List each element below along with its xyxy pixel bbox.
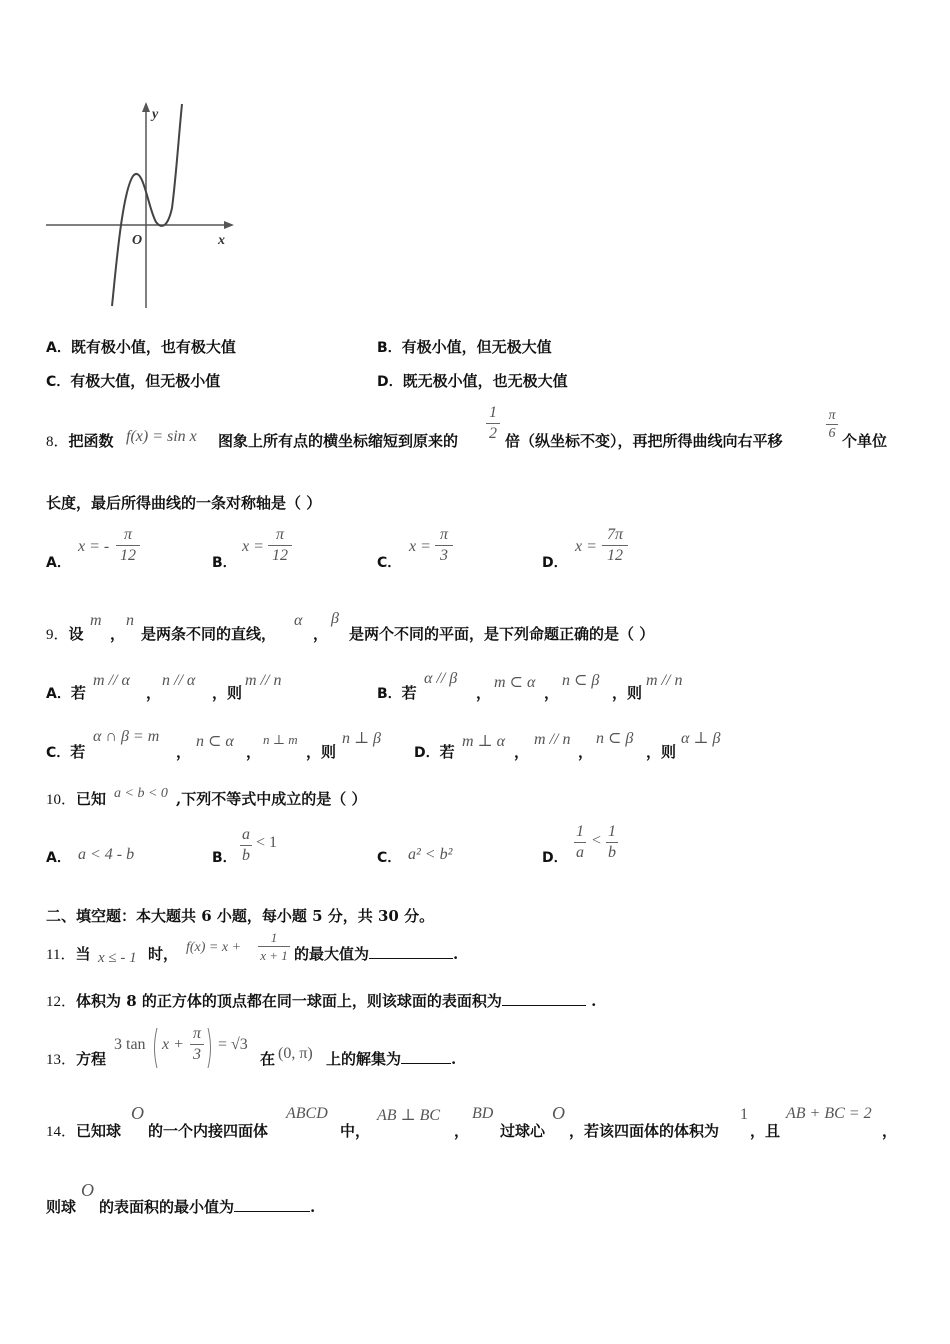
- q14-bd: BD: [472, 1105, 494, 1122]
- q9-beta: β: [331, 610, 339, 627]
- q10-condition: a < b < 0: [114, 786, 168, 801]
- q14-perp: AB ⊥ BC: [377, 1107, 441, 1124]
- q10-option-c: a² < b²: [408, 846, 453, 863]
- q13-eq-right: = √3: [218, 1036, 248, 1053]
- q13-eq-x: x +: [162, 1036, 184, 1053]
- q13-stem-start: 13．方程: [46, 1050, 107, 1068]
- y-label: y: [152, 107, 159, 122]
- q10-option-b-key: B．: [212, 850, 237, 866]
- q9-d-cond-2: m // n: [534, 731, 571, 748]
- q11-fraction: 1 x + 1: [258, 930, 290, 963]
- q8-function: f(x) = sin x: [126, 428, 197, 445]
- q9-sep-2: ，: [313, 625, 329, 643]
- q8-option-d-eq: x =: [575, 538, 597, 555]
- q14-line2-start: 则球: [46, 1198, 77, 1216]
- q9-a-sep-1: ，: [146, 684, 162, 702]
- q9-b-sep-2: ，: [544, 684, 560, 702]
- q9-c-cond-3: n ⊥ m: [263, 732, 298, 747]
- q14-stem-3: 中，: [340, 1122, 371, 1140]
- origin-label: O: [132, 233, 143, 248]
- q11-stem-start: 11．当: [46, 945, 91, 963]
- q7-option-b: B．有极小值，但无极大值: [377, 338, 552, 356]
- q10-option-d-frac-2: 1 b: [608, 823, 616, 861]
- q8-option-d-frac: 7π 12: [602, 526, 628, 565]
- q10-option-b-tail: < 1: [256, 834, 278, 851]
- q14-O-1: O: [131, 1103, 144, 1123]
- q10-option-c-key: C．: [377, 850, 402, 866]
- q10-option-b-frac: a b: [242, 826, 250, 864]
- q14-stem-4: 过球心: [500, 1122, 546, 1140]
- q9-a-then: ，则: [212, 684, 243, 702]
- q9-d-sep-1: ，: [514, 743, 530, 761]
- q14-O-2: O: [552, 1103, 565, 1123]
- q9-c-cond-2: n ⊂ α: [196, 733, 234, 750]
- q14-O-3: O: [81, 1180, 94, 1200]
- q14-line2-end: 的表面积的最小值为 .: [99, 1198, 316, 1216]
- q14-abcd: ABCD: [286, 1105, 328, 1122]
- q9-option-b-key: B．若: [377, 684, 417, 702]
- q14-stem-7: ，: [882, 1122, 898, 1140]
- q9-alpha: α: [294, 612, 303, 629]
- q9-stem-3: 是两个不同的平面，是下列命题正确的是（ ）: [349, 625, 655, 643]
- x-label: x: [218, 233, 225, 248]
- q9-sep-1: ，: [110, 625, 126, 643]
- q13-stem-2: 在: [260, 1050, 276, 1068]
- q9-d-cond-3: n ⊂ β: [596, 730, 634, 747]
- q8-option-c-frac: π 3: [435, 526, 453, 565]
- q8-stem-2: 图象上所有点的横坐标缩短到原来的: [218, 432, 459, 450]
- q9-option-c-key: C．若: [46, 743, 86, 761]
- q8-option-c-key: C．: [377, 555, 402, 571]
- q9-d-then: ，则: [646, 743, 677, 761]
- q8-option-d-key: D．: [542, 555, 568, 571]
- q9-c-then: ，则: [306, 743, 337, 761]
- q9-b-then: ，则: [612, 684, 643, 702]
- q9-c-cond-1: α ∩ β = m: [93, 728, 160, 745]
- q9-b-concl: m // n: [646, 672, 683, 689]
- q9-option-d-key: D．若: [414, 743, 455, 761]
- q12-stem: 12．体积为 8 的正方体的顶点都在同一球面上，则该球面的表面积为 .: [46, 992, 597, 1010]
- q10-option-d-lt: <: [592, 832, 602, 849]
- q9-stem-start: 9．设: [46, 625, 84, 643]
- cubic-curve: [112, 104, 182, 306]
- q7-option-a: A．既有极小值，也有极大值: [46, 338, 236, 356]
- q9-b-sep-1: ，: [476, 684, 492, 702]
- q8-option-a-frac: π 12: [116, 526, 140, 565]
- q13-interval: (0, π): [278, 1045, 313, 1062]
- q14-stem-5: ，若该四面体的体积为: [569, 1122, 720, 1140]
- q9-a-cond-1: m // α: [93, 672, 130, 689]
- q8-option-a-key: A．: [46, 555, 71, 571]
- q9-c-sep-2: ，: [246, 743, 262, 761]
- x-axis-arrow: [224, 221, 234, 229]
- q7-option-c: C．有极大值，但无极小值: [46, 372, 221, 390]
- q14-stem-start: 14．已知球: [46, 1122, 122, 1140]
- section-2-heading: 二、填空题：本大题共 6 小题，每小题 5 分，共 30 分。: [46, 907, 435, 925]
- q9-option-a-key: A．若: [46, 684, 86, 702]
- q9-c-sep-1: ，: [176, 743, 192, 761]
- q10-option-d-frac-1: 1 a: [576, 823, 584, 861]
- q14-comma-1: ，: [454, 1122, 470, 1140]
- q11-stem-3: 的最大值为 .: [294, 945, 459, 963]
- q13-eq-tan: 3 tan: [114, 1036, 146, 1053]
- q10-stem-2: ,下列不等式中成立的是（ ）: [176, 790, 367, 808]
- q9-m: m: [90, 612, 102, 629]
- q8-fraction-pi6: π 6: [826, 408, 838, 441]
- q9-d-concl: α ⊥ β: [681, 730, 721, 747]
- q14-volume: 1: [740, 1106, 748, 1123]
- q9-n: n: [126, 612, 134, 629]
- q14-sum: AB + BC = 2: [786, 1105, 872, 1122]
- q13-stem-3: 上的解集为 .: [326, 1050, 457, 1068]
- q9-stem-2: 是两条不同的直线，: [141, 625, 277, 643]
- q9-b-cond-3: n ⊂ β: [562, 672, 600, 689]
- q14-stem-6: ，且: [750, 1122, 781, 1140]
- q14-stem-2: 的一个内接四面体: [148, 1122, 269, 1140]
- q9-d-cond-1: m ⊥ α: [462, 733, 505, 750]
- q9-a-concl: m // n: [245, 672, 282, 689]
- q8-fraction-half: 1 2: [486, 404, 500, 443]
- q9-a-cond-2: n // α: [162, 672, 196, 689]
- q9-b-cond-2: m ⊂ α: [494, 674, 536, 691]
- q8-option-b-eq: x =: [242, 538, 264, 555]
- q11-function: f(x) = x +: [186, 940, 242, 955]
- q7-option-d: D．既无极小值，也无极大值: [377, 372, 568, 390]
- y-axis-arrow: [142, 102, 150, 112]
- q9-b-cond-1: α // β: [424, 670, 458, 687]
- q9-c-concl: n ⊥ β: [342, 730, 382, 747]
- q10-option-a: a < 4 - b: [78, 846, 135, 863]
- q8-option-b-key: B．: [212, 555, 237, 571]
- q10-stem-start: 10．已知: [46, 790, 107, 808]
- q10-option-a-key: A．: [46, 850, 71, 866]
- q13-fraction: π 3: [190, 1025, 204, 1064]
- q8-stem-4: 个单位: [842, 432, 888, 450]
- q11-stem-2: 时，: [148, 945, 179, 963]
- cubic-graph: [44, 98, 250, 310]
- q10-option-d-key: D．: [542, 850, 568, 866]
- q8-stem-3: 倍（纵坐标不变），再把所得曲线向右平移: [505, 432, 783, 450]
- q8-option-b-frac: π 12: [268, 526, 292, 565]
- q8-option-a-eq: x = -: [78, 538, 110, 555]
- q13-right-paren: [206, 1026, 214, 1070]
- q11-condition: x ≤ - 1: [98, 950, 137, 966]
- q8-stem: 8．把函数: [46, 432, 114, 450]
- q9-d-sep-2: ，: [578, 743, 594, 761]
- q13-left-paren: [151, 1026, 159, 1070]
- q8-stem-line2: 长度，最后所得曲线的一条对称轴是（ ）: [46, 494, 322, 512]
- q8-option-c-eq: x =: [409, 538, 431, 555]
